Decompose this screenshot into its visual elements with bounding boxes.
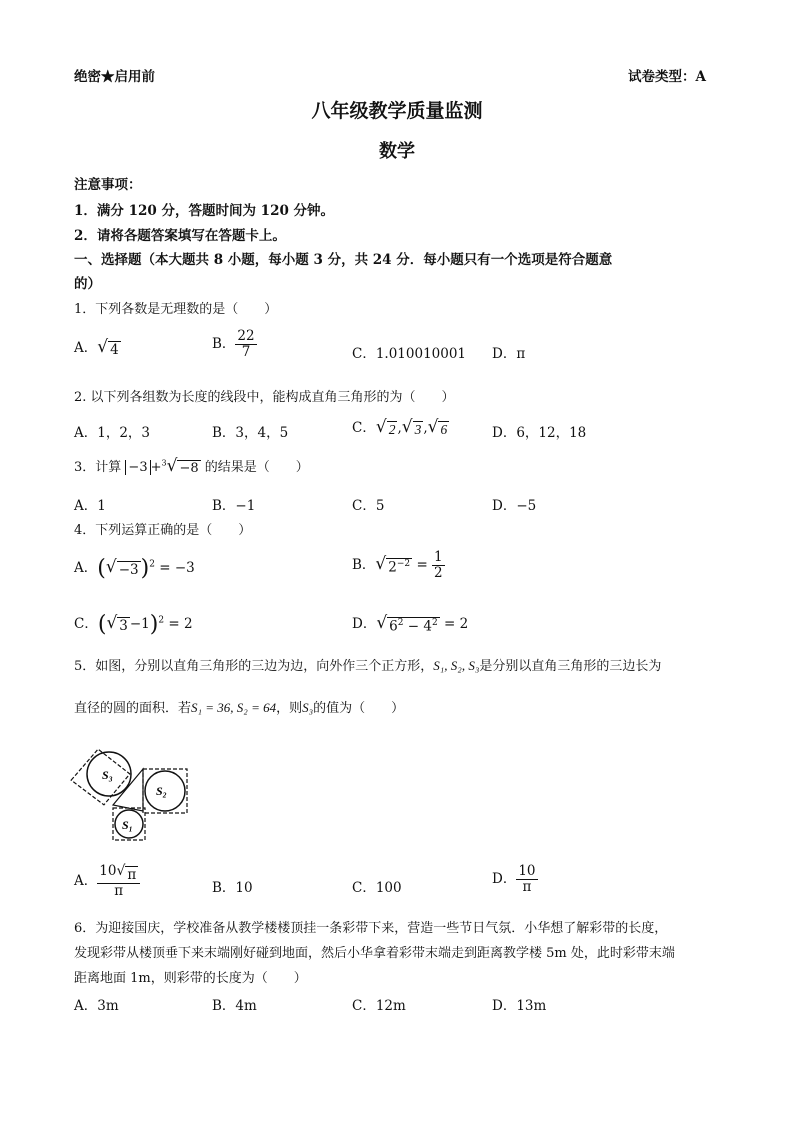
q3-option-b: B．−1 <box>212 498 256 514</box>
q6-option-a: A．3m <box>74 998 119 1014</box>
q2-option-d: D．6，12，18 <box>492 425 587 441</box>
right-triangle <box>113 769 143 811</box>
paper-type: 试卷类型：A <box>628 69 706 85</box>
label-s2: S₂ <box>156 784 167 798</box>
q5-stem-line1: 5．如图，分别以直角三角形的三边为边，向外作三个正方形，S₁, S₂, S₃是分别以直角三角形的三边长为 <box>74 658 662 674</box>
q2-option-b: B．3，4，5 <box>212 425 289 441</box>
q2-option-a: A．1，2，3 <box>74 425 151 441</box>
section1-heading: 一、选择题（本大题共 8 小题，每小题 3 分，共 24 分．每小题只有一个选项是符合题意 <box>74 252 613 268</box>
q3-option-c: C．5 <box>352 498 385 514</box>
subject-title: 数学 <box>379 141 415 162</box>
q4-option-b: B． √ $2^{-2}$ = $\frac{1}{2}$ <box>352 549 443 581</box>
q1-option-c: C．1.010010001 <box>352 346 467 362</box>
q1-option-a: A． √ 4 <box>74 337 119 358</box>
notes-heading: 注意事项： <box>74 177 142 193</box>
q6-option-d: D．13m <box>492 998 547 1014</box>
square-s3 <box>68 746 133 808</box>
section1-heading-cont: 的） <box>74 276 101 292</box>
q5-stem-line2: 直径的圆的面积．若S₁ = 36, S₂ = 64，则S₃的值为（ ） <box>74 700 405 716</box>
label-s1: S₁ <box>122 818 133 832</box>
q4-stem: 4．下列运算正确的是（ ） <box>74 523 252 538</box>
q6-stem-line3: 距离地面 1m，则彩带的长度为（ ） <box>74 971 307 986</box>
q5-figure <box>68 733 190 843</box>
q3-stem: 3．计算 −3 +$^3$ √ −8 的结果是（ ） <box>74 456 309 476</box>
notes-item-1: 1．满分 120 分，答题时间为 120 分钟。 <box>74 203 335 219</box>
q6-option-c: C．12m <box>352 998 406 1014</box>
notes-item-2: 2．请将各题答案填写在答题卡上。 <box>74 228 286 244</box>
q4-option-c: C．( √ 3 −1)$^2$ = 2 <box>74 612 193 637</box>
q5-option-d: D． $\frac{10}{\pi}$ <box>492 863 536 895</box>
q6-stem-line1: 6．为迎接国庆，学校准备从教学楼楼顶挂一条彩带下来，营造一些节日气氛．小华想了解彩带的长度， <box>74 921 668 936</box>
q6-stem-line2: 发现彩带从楼顶垂下来末端刚好碰到地面，然后小华拿着彩带末端走到距离教学楼 5m 处，此时彩带末端 <box>74 946 675 961</box>
label-s3: S₃ <box>102 768 113 782</box>
secret-mark: 绝密★启用前 <box>74 69 155 85</box>
q2-stem: 2. 以下列各组数为长度的线段中，能构成直角三角形的为（ ） <box>74 390 455 405</box>
page-title: 八年级教学质量监测 <box>311 100 483 122</box>
q6-option-b: B．4m <box>212 998 257 1014</box>
q1-option-b: B． $\frac{22}{7}$ <box>212 328 255 360</box>
q5-option-a: A． 10 √ π π <box>74 864 140 899</box>
q3-option-a: A．1 <box>74 498 106 514</box>
q5-option-b: B．10 <box>212 880 253 896</box>
q3-option-d: D．−5 <box>492 498 537 514</box>
q4-option-a: A．( √ −3 )$^2$ = −3 <box>74 556 195 581</box>
q5-option-c: C．100 <box>352 880 402 896</box>
q2-option-c: C． √ 2 , √ 3 , √ 6 <box>352 417 448 437</box>
q4-option-d: D． √ $6^2 - 4^2$ = 2 <box>352 613 469 635</box>
q1-stem: 1．下列各数是无理数的是（ ） <box>74 302 278 317</box>
q1-option-d: D．π <box>492 346 526 362</box>
